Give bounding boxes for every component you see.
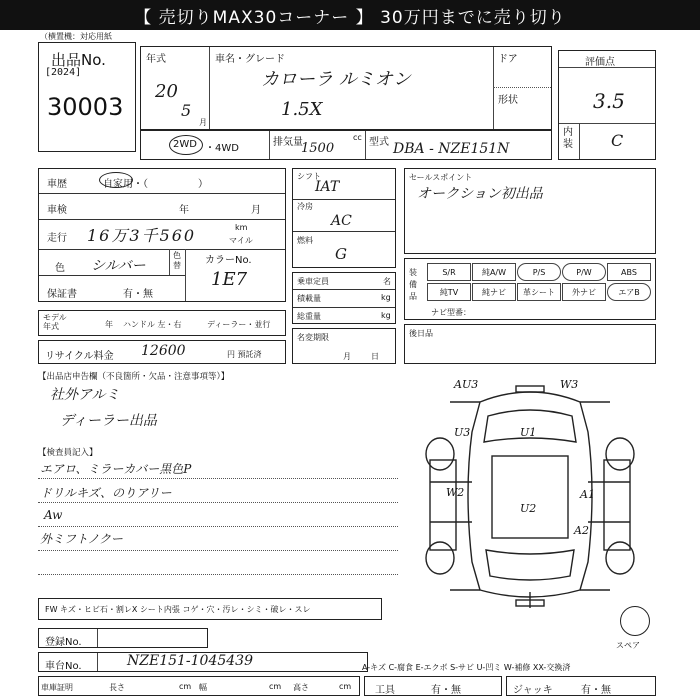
report-line-1: 社外アルミ [50,387,120,403]
damage-mark: W2 [446,486,465,499]
inspection-month-unit: 月 [251,205,261,216]
fw-row [38,598,382,620]
warranty-label: 保証書 [47,289,77,300]
color-label: 色 [55,263,65,274]
ac-label: 冷房 [297,202,313,211]
history-options: 自家用・（ ） [103,179,208,190]
damage-mark: U1 [520,426,537,439]
name-change-box [292,328,399,364]
lot-number: 30003 [47,93,124,121]
subheader-text: （横置機：対応用紙 [40,32,112,41]
chassis-box [38,652,368,672]
drive-4wd: ・4WD [205,143,239,154]
equipment-item: 革シート [517,283,561,301]
left-info-table [38,168,286,302]
spare-label: スペア [616,641,640,650]
mileage-value: 16万3千560 [87,226,197,245]
car-damage-diagram [410,372,656,620]
cc-unit: cc [353,133,362,142]
displacement-label: 排気量 [273,137,303,148]
year-stamp: [2024] [45,67,82,78]
tools-options: 有・無 [431,685,461,696]
damage-mark: A2 [574,524,589,537]
fuel-value: G [335,245,347,263]
damage-mark: U2 [520,502,537,515]
garage-cert-box [38,676,360,696]
sales-point-box [404,168,656,254]
equipment-item: 純TV [427,283,471,301]
load-label: 積載量 [297,294,321,303]
cert-cell-label: cm [339,682,352,691]
recycle-value: 12600 [141,343,186,359]
cert-cell-label: cm [179,682,192,691]
equipment-box [404,258,656,320]
reg-label: 登録No. [45,637,82,648]
damage-mark: AU3 [454,378,479,391]
cert-cell-label: 長さ [109,683,125,692]
name-change-label: 名変期限 [297,333,329,342]
inspector-line-4: 外ミフトノクー [40,532,123,546]
history-label: 車歴 [47,179,67,190]
color-change-label: 色替 [173,251,181,270]
capacity-label: 乗車定員 [297,277,329,286]
sales-point-label: セールスポイント [409,173,473,182]
inspector-label: 【検査員記入】 [38,448,98,458]
reg-box [38,628,208,648]
cert-label: 車庫証明 [41,683,73,692]
later-docs-box [404,324,656,364]
weight-label: 総重量 [297,312,321,321]
nenshiki-label: 年式 [146,54,166,65]
fuel-label: 燃料 [297,236,313,245]
equipment-item: P/S [517,263,561,281]
spec-row [140,130,552,160]
inspector-line-2: ドリルキズ、のりアリー [40,486,172,500]
tools-label: 工具 [375,685,395,696]
sales-point-value: オークション初出品 [417,186,543,202]
score-label: 評価点 [585,57,615,68]
equipment-item: ABS [607,263,651,281]
inspection-label: 車検 [47,205,67,216]
report-line-2: ディーラー出品 [60,413,157,429]
recycle-label: リサイクル料金 [45,351,114,362]
inspector-line-3: Aw [44,508,63,522]
year-value: 20 [155,81,178,102]
load-unit: kg [381,293,391,302]
jack-label: ジャッキ [513,685,553,696]
interior-value: C [611,131,624,150]
shift-value: IAT [315,179,340,195]
damage-legend: A-キズ C-腐食 E-エクボ S-サビ U-凹ミ W-補修 XX-交換済 [362,663,571,672]
handle-label: ハンドル 左・右 [123,320,182,329]
corner-banner: 【 売切りMAX30コーナー 】 30万円までに売り切り [0,0,700,30]
equipment-item: 純A/W [472,263,516,281]
mile-unit: マイル [229,236,253,245]
spare-tire-circle [620,606,650,636]
mileage-label: 走行 [47,233,67,244]
color-no-label: カラーNo. [205,255,252,266]
equipment-item: 純ナビ [472,283,516,301]
model-year-unit: 年 [105,320,113,329]
capacity-unit: 名 [383,277,391,286]
inspection-year-unit: 年 [179,205,189,216]
model-year-label: モデル年式 [43,313,67,331]
score-box [558,50,656,160]
interior-label: 内装 [563,127,573,150]
chassis-value: NZE151-1045439 [127,653,253,669]
recycle-row [38,340,286,364]
cert-cell-label: cm [269,682,282,691]
capacity-table [292,272,396,324]
score-value: 3.5 [593,89,625,113]
lot-label: 出品No. [51,51,106,69]
report-label: 【出品店申告欄（不良箇所・欠品・注意事項等）】 [38,372,230,382]
model-value: DBA - NZE151N [393,141,510,157]
equipment-item: エアB [607,283,651,301]
mid-spec-table [292,168,396,268]
later-docs-label: 後日品 [409,329,433,338]
lot-box [38,42,136,152]
km-unit: km [235,223,248,232]
model-year-row [38,310,286,336]
equipment-item: P/W [562,263,606,281]
damage-mark: A1 [580,488,595,501]
chassis-label: 車台No. [45,661,82,672]
tools-box [364,676,502,696]
dealer-label: ディーラー・並行 [207,320,271,329]
equipment-item: 外ナビ [562,283,606,301]
cert-cell-label: 幅 [199,683,207,692]
month-unit: 月 [199,118,207,127]
weight-unit: kg [381,311,391,320]
grade: 1.5X [281,99,323,120]
ac-value: AC [331,213,352,229]
month-value: 5 [181,101,192,120]
jack-options: 有・無 [581,685,611,696]
displacement-value: 1500 [301,141,335,156]
shape-label: 形状 [498,95,518,106]
warranty-options: 有・無 [123,289,153,300]
car-name-label: 車名・グレード [215,54,285,65]
color-value: シルバー [91,258,146,274]
door-label: ドア [498,54,518,65]
equipment-item: S/R [427,263,471,281]
inspector-line-1: エアロ、ミラーカバー黒色P [40,462,192,476]
vehicle-header-box [140,46,552,130]
shift-label: シフト [297,172,321,181]
damage-mark: W3 [560,378,579,391]
damage-mark: U3 [454,426,471,439]
navi-label: ナビ型番： [431,308,471,317]
drive-2wd: 2WD [173,139,197,150]
name-change-unit: 月日 [343,352,399,361]
model-label: 型式 [369,137,389,148]
cert-cell-label: 高さ [293,683,309,692]
color-no-value: 1E7 [211,269,248,290]
car-name: カローラ ルミオン [261,69,411,90]
equipment-label: 装備品 [409,268,417,301]
fw-row-text: FW キズ・ヒビ石・割レX シート内張 コゲ・穴・汚レ・シミ・破レ・スレ [45,605,311,614]
jack-box [506,676,656,696]
recycle-unit: 円 預託済 [227,350,262,359]
